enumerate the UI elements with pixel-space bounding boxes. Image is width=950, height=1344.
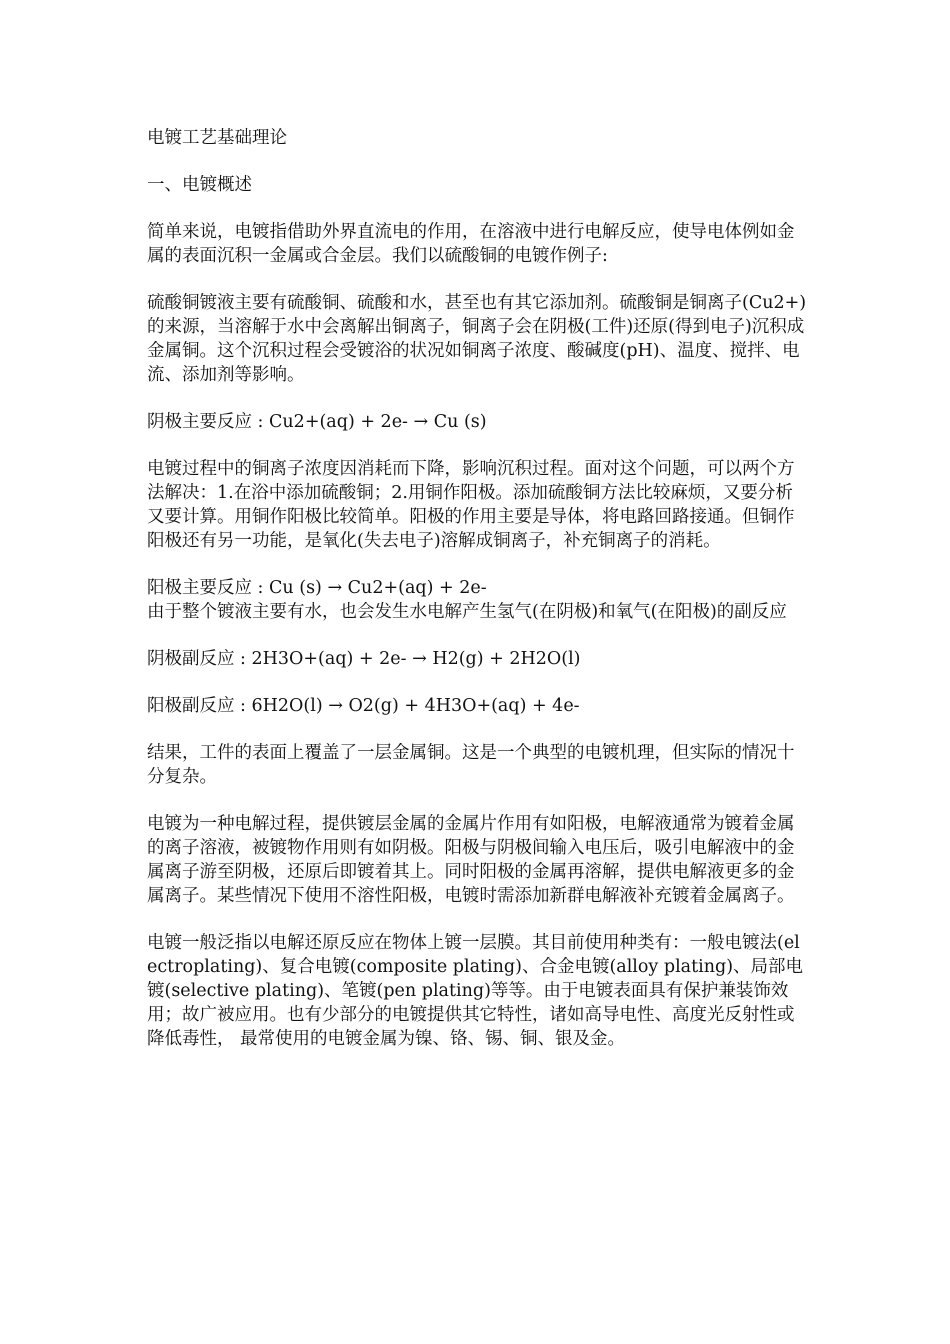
- paragraph-plating-types: 电镀一般泛指以电解还原反应在物体上镀一层膜。其目前使用种类有：一般电镀法(electroplating)、复合电镀(composite plating)、合金电镀(alloy plating)、局部电镀(selective plating)、笔镀(pen plating)等等。由于电镀表面具有保护兼装饰效用；故广被应用。也有少部分的电镀提供其它特性，诸如高导电性、高度光反射性或降低毒性， 最常使用的电镀金属为镍、铬、锡、铜、银及金。: [147, 933, 804, 1049]
- paragraph-copper-depletion: 电镀过程中的铜离子浓度因消耗而下降，影响沉积过程。面对这个问题，可以两个方法解决：1.在浴中添加硫酸铜；2.用铜作阳极。添加硫酸铜方法比较麻烦，又要分析又要计算。用铜作阳极比较简单。阳极的作用主要是导体，将电路回路接通。但铜作阳极还有另一功能，是氧化(失去电子)溶解成铜离子，补充铜离子的消耗。: [147, 459, 795, 551]
- equation-anode-main: 阳极主要反应 : Cu (s) → Cu2+(aq) + 2e-: [147, 578, 487, 598]
- paragraph-side-reactions: 由于整个镀液主要有水，也会发生水电解产生氢气(在阴极)和氧气(在阳极)的副反应: [147, 602, 787, 622]
- document-body: [147, 126, 807, 1074]
- paragraph-result: 结果，工件的表面上覆盖了一层金属铜。这是一个典型的电镀机理，但实际的情况十分复杂。: [147, 743, 795, 787]
- section-heading: 一、电镀概述: [147, 175, 252, 195]
- paragraph-copper-sulfate-bath: 硫酸铜镀液主要有硫酸铜、硫酸和水，甚至也有其它添加剂。硫酸铜是铜离子(Cu2+)的来源，当溶解于水中会离解出铜离子，铜离子会在阴极(工件)还原(得到电子)沉积成金属铜。这个沉积过程会受镀浴的状况如铜离子浓度、酸碱度(pH)、温度、搅拌、电流、添加剂等影响。: [147, 293, 807, 385]
- equation-anode-side: 阳极副反应 : 6H2O(l) → O2(g) + 4H3O+(aq) + 4e-: [147, 696, 580, 716]
- paragraph-intro: 简单来说，电镀指借助外界直流电的作用，在溶液中进行电解反应，使导电体例如金属的表面沉积一金属或合金层。我们以硫酸铜的电镀作例子:: [147, 222, 795, 266]
- paragraph-electrolysis-process: 电镀为一种电解过程，提供镀层金属的金属片作用有如阳极，电解液通常为镀着金属的离子溶液，被镀物作用则有如阴极。阳极与阴极间输入电压后，吸引电解液中的金属离子游至阴极，还原后即镀着其上。同时阳极的金属再溶解，提供电解液更多的金属离子。某些情况下使用不溶性阳极，电镀时需添加新群电解液补充镀着金属离子。: [147, 814, 795, 906]
- equation-cathode-main: 阴极主要反应 : Cu2+(aq) + 2e- → Cu (s): [147, 412, 487, 432]
- equation-cathode-side: 阴极副反应 : 2H3O+(aq) + 2e- → H2(g) + 2H2O(l): [147, 649, 581, 669]
- document-title: 电镀工艺基础理论: [147, 128, 287, 148]
